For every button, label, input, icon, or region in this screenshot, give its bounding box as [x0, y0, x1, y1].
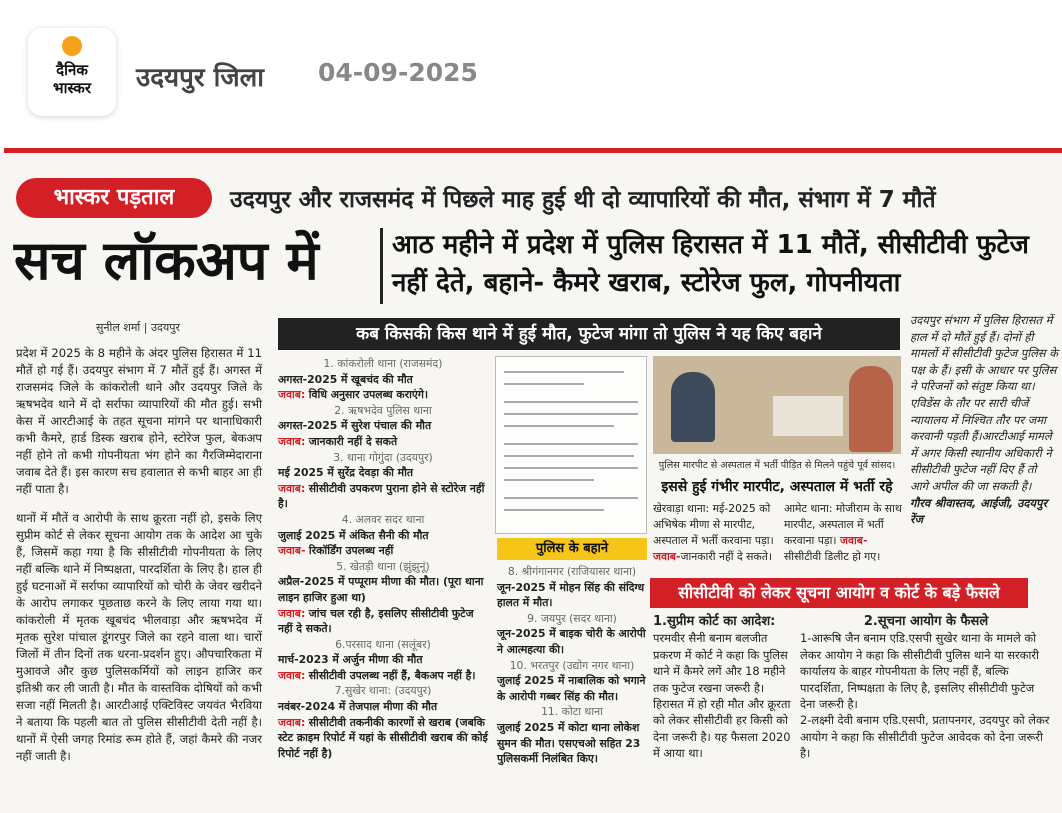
photo-caption: पुलिस मारपीट से अस्पताल में भर्ती पीड़ित से मिलने पहुंचे पूर्व सांसद।: [658, 460, 896, 471]
bahane-item: [497, 658, 647, 705]
case-station: 3. थाना गोगुंदा (उदयपुर): [333, 450, 433, 464]
rti-document-image: [495, 356, 647, 534]
incident-amet: [784, 501, 902, 573]
bahane-station: 11. कोटा थाना: [541, 705, 603, 719]
case-item: [278, 637, 488, 684]
case-event: अगस्त-2025 में सुरेश पंचाल की मौत: [278, 419, 432, 433]
case-reply: [278, 715, 488, 762]
app-header: [0, 0, 1062, 145]
case-item: [278, 512, 488, 559]
case-reply: [278, 481, 488, 512]
cases-column: [278, 356, 488, 796]
bhaskar-padtal-badge: भास्कर पड़ताल: [16, 178, 212, 218]
case-reply-text: जांच चल रही है, इसलिए सीसीटीवी फुटेज नहीं दे सकते।: [278, 606, 474, 636]
case-station: 6.परसाद थाना (सलूंबर): [335, 637, 431, 651]
kicker-headline: उदयपुर और राजसमंद में पिछले माह हुई थी दो व्यापारियों की मौत, संभाग में 7 मौतें: [230, 187, 936, 213]
lead-paragraph: प्रदेश में 2025 के 8 महीने के अंदर पुलिस हिरासत में 11 मौतें हो गई हैं। उदयपुर संभाग में 7 मौतें हुई हैं। अगस्त में राजसमंद जिले के कांकरोली थाने और उदयपुर जिले के ऋषभदेव थाने में दो सर्राफा व्यापारियों की मौत हुई। सभी केस में आरटीआई के तहत सूचना मांगने पर थानाधिकारी कभी कैमरे, हार्ड डिस्क खराब होने, स्टोरेज फुल, बेकअप नहीं होने तो कभी गोपनीयता भंग होने का गैरजिम्मेदाराना जवाब देते हैं। इस कारण सच हवालात से कभी बाहर आ ही नहीं पाता है।: [16, 346, 262, 496]
supreme-court-text: परमवीर सैनी बनाम बलजीत प्रकरण में कोर्ट ने कहा कि पुलिस थाने में कैमरे लगें और 18 महीने तक फुटेज रखना जरूरी है। हिरासत में हो रही मौत और क्रूरता को लेकर सीसीटीवी हर किसी को देना जरूरी है। यह फैसला 2020 में आया था।: [653, 631, 791, 761]
case-reply-label: जवाब:: [278, 388, 306, 402]
case-reply: [278, 668, 488, 684]
incident-kherwara: [653, 501, 777, 573]
bahane-item: [497, 611, 647, 658]
case-reply-label: जवाब:: [278, 434, 306, 448]
body-paragraph: थानों में मौतें व आरोपी के साथ क्रूरता नहीं हो, इसके लिए सुप्रीम कोर्ट से लेकर सूचना आयोग तक के आदेश आ चुके हैं, जिसमें कहा गया है कि सीसीटीवी गोपनीयता के लिए नहीं बल्कि थाने में निष्पक्षता, पारदर्शिता के लिए है। हाल ही हुई घटनाओं में सर्राफा व्यापारियों को चोरी के जेवर खरीदने के आरोप लगाकर पूछताछ करने के लिए लाया गया था। कांकरोली में मृतक खूबचंद भीलवाड़ा और ऋषभदेव में मृतक सुरेश पांचाल डूंगरपुर जिले का रहने वाला था। चारों जिलों में तीन दिनों तक धरना-प्रदर्शन हुए। औपचारिकता में मुआवजे और कुछ पुलिसकर्मियों को लाइन हाजिर कर इतिश्री कर ली जाती है। मौत के वास्तविक दोषियों को कभी सजा नहीं मिलती है। आरटीआई एक्टिविस्ट जयवंत भैरविया ने बताया कि पहली बात तो पुलिस सीसीटीवी देती नहीं है। थानों में ऐसी जगह रिमांड रूम होते हैं, जहां कैमरे की नजर नहीं जाती है।: [16, 511, 262, 763]
edition-title[interactable]: उदयपुर जिला: [136, 63, 264, 93]
case-reply: [278, 543, 488, 559]
case-event: मई 2025 में सुरेंद्र देवड़ा की मौत: [278, 466, 414, 480]
incident-kherwara-reply-label: जवाब-: [653, 550, 681, 563]
bahane-item: [497, 564, 647, 611]
case-reply: [278, 387, 488, 403]
case-reply-label: जवाब:: [278, 715, 306, 729]
case-event: नवंबर-2024 में तेजपाल मीणा की मौत: [278, 700, 438, 714]
bahane-station: 8. श्रीगंगानगर (राजियासर थाना): [507, 565, 637, 578]
logo-line-1: दैनिक: [56, 61, 88, 79]
case-event: जुलाई 2025 में अंकित सैनी की मौत: [278, 528, 429, 542]
case-reply: [278, 434, 488, 450]
cases-heading: कब किसकी किस थाने में हुई मौत, फुटेज मांगा तो पुलिस ने यह किए बहाने: [278, 318, 900, 350]
info-commission-box: [800, 614, 1052, 798]
ig-quote-text: उदयपुर संभाग में पुलिस हिरासत में हाल में दो मौतें हुई हैं। दोनों ही मामलों में सीसीटीवी फुटेज पुलिस के पक्ष के हैं। इसी के आधार पर पुलिस ने परिजनों को संतुष्ट किया था। एविडेंस के तौर पर सारी चीजें न्यायालय में निश्चित तौर पर जमा करवानी पड़ती हैं।आरटीआई मामले में अगर किसी स्थानीय अधिकारी ने सीसीटीवी फुटेज नहीं दिए हैं तो आगे अपील की जा सकती है।: [910, 313, 1059, 493]
case-reply: [278, 606, 488, 637]
incident-amet-text: आमेट थाना: मोजीराम के साथ मारपीट, अस्पताल में भर्ती करवाना पड़ा।: [784, 502, 902, 547]
case-event: अगस्त-2025 में खूबचंद की मौत: [278, 372, 413, 386]
supreme-court-title: 1.सुप्रीम कोर्ट का आदेश:: [653, 614, 776, 629]
decisions-heading: सीसीटीवी को लेकर सूचना आयोग व कोर्ट के बड़े फैसले: [650, 578, 1028, 608]
case-reply-text: सीसीटीवी उपकरण पुराना होने से स्टोरेज नहीं है।: [278, 481, 485, 511]
case-reply-text: रिकॉर्डिंग उपलब्ध नहीं: [308, 544, 394, 558]
incident-amet-reply-label: जवाब-: [839, 534, 868, 547]
incident-kherwara-reply: जानकारी नहीं दे सकते।: [680, 550, 772, 563]
bahane-event: जून-2025 में मोहन सिंह की संदिग्ध हालत में मौत।: [497, 580, 645, 610]
case-station: 5. खेतड़ी थाना (झुंझुनूं): [336, 559, 430, 573]
edition-date[interactable]: 04-09-2025: [318, 58, 478, 87]
case-reply-text: सीसीटीवी तकनीकी कारणों से खराब (जबकि स्टेट क्राइम रिपोर्ट में यहां के सीसीटीवी खराब की कोई रिपोर्ट नहीं है): [278, 715, 488, 760]
info-commission-case-1: 1-आरूषि जैन बनाम एडि.एसपी सुखेर थाना के मामले को लेकर आयोग ने कहा कि सीसीटीवी पुलिस थाने या सरकारी कार्यालय के बाहर गोपनीयता के लिए नहीं हैं, बल्कि पारदर्शिता, निष्पक्षता के लिए है, इसलिए सीसीटीवी फुटेज देना जरूरी है।: [800, 631, 1039, 712]
case-reply-label: जवाब:: [278, 481, 306, 495]
headline-divider: [380, 228, 383, 304]
incident-heading: इससे हुई गंभीर मारपीट, अस्पताल में भर्ती रहे: [661, 479, 893, 495]
dainik-bhaskar-logo[interactable]: [28, 28, 116, 116]
main-headline: सच लॉकअप में: [14, 229, 319, 292]
sun-icon: [62, 36, 82, 56]
sub-headline: आठ महीने में प्रदेश में पुलिस हिरासत में 11 मौतें, सीसीटीवी फुटेज नहीं देते, बहाने- कैमरे खराब, स्टोरेज फुल, गोपनीयता: [392, 230, 1029, 298]
case-event: अप्रैल-2025 में पप्पूराम मीणा की मौत। (पूरा थाना लाइन हाजिर हुआ था): [278, 575, 484, 604]
epaper-page[interactable]: [0, 153, 1062, 813]
supreme-court-box: [653, 614, 793, 798]
case-item: [278, 356, 488, 403]
case-reply-label: जवाब-: [278, 544, 306, 558]
logo-line-2: भास्कर: [53, 79, 91, 97]
bahane-event: जुलाई 2025 में नाबालिक को भगाने के आरोपी गब्बर सिंह की मौत।: [497, 674, 646, 703]
case-reply-text: सीसीटीवी उपलब्ध नहीं हैं, बैकअप नहीं है।: [308, 668, 476, 682]
incident-amet-reply: सीसीटीवी डिलीट हो गए।: [784, 550, 881, 563]
case-station: 4. अलवर सदर थाना: [341, 512, 425, 526]
case-station: 1. कांकरोली थाना (राजसमंद): [323, 357, 443, 370]
case-reply-label: जवाब:: [278, 606, 306, 620]
bahane-event: जून-2025 में बाइक चोरी के आरोपी ने आत्महत्या की।: [497, 627, 646, 656]
bahane-event: जुलाई 2025 में कोटा थाना लोकेश सुमन की मौत। एसएचओ सहित 23 पुलिसकर्मी निलंबित किए।: [497, 720, 641, 766]
case-item: [278, 450, 488, 512]
incident-kherwara-text: खेरवाड़ा थाना: मई-2025 को अभिषेक मीणा से मारपीट, अस्पताल में भर्ती करवाना पड़ा।: [653, 502, 774, 547]
case-reply-label: जवाब:: [278, 668, 306, 682]
case-reply-text: जानकारी नहीं दे सकते: [308, 434, 398, 448]
ig-quote-sidebar: [910, 312, 1058, 576]
bahane-station: 9. जयपुर (सदर थाना): [527, 611, 617, 625]
bahane-station: 10. भरतपुर (उद्योग नगर थाना): [509, 658, 635, 672]
bahane-item: [497, 704, 647, 766]
bahane-heading: पुलिस के बहाने: [497, 538, 647, 560]
info-commission-title: 2.सूचना आयोग के फैसले: [863, 614, 989, 629]
info-commission-case-2: 2-लक्ष्मी देवी बनाम एडि.एसपी, प्रतापनगर, उदयपुर को लेकर आयोग ने कहा कि सीसीटीवी फुटेज आवेदक को देना जरूरी है।: [800, 713, 1050, 761]
bahane-column: [497, 564, 647, 804]
case-reply-text: विधि अनुसार उपलब्ध कराएंगे।: [308, 388, 429, 402]
case-event: मार्च-2023 में अर्जुन मीणा की मौत: [278, 653, 423, 667]
case-station: 2. ऋषभदेव पुलिस थाना: [334, 403, 432, 417]
case-item: [278, 403, 488, 450]
byline: सुनील शर्मा | उदयपुर: [96, 321, 180, 334]
case-item: [278, 559, 488, 637]
ig-quote-attribution: गौरव श्रीवास्तव, आईजी, उदयपुर रेंज: [910, 495, 1048, 527]
hospital-photo: [653, 356, 901, 454]
case-station: 7.सुखेर थाना: (उदयपुर): [334, 684, 432, 698]
case-item: [278, 683, 488, 761]
